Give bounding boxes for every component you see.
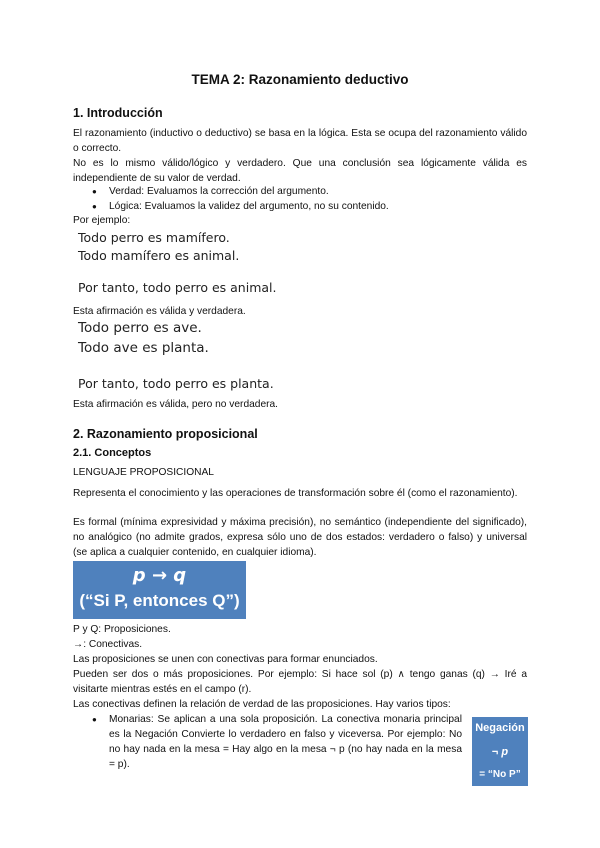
propositional-paragraph-3: Pueden ser dos o más proposiciones. Por ejemplo: Si hace sol (p) ∧ tengo ganas (q) → Iré a visitarte mientras estés en el campo (r). [73, 669, 527, 695]
conditional-formula-box [73, 561, 246, 619]
propositional-paragraph-2: Es formal (mínima expresividad y máxima precisión), no semántico (independiente del significado), no analógico (no admite grados, expresa sólo uno de dos estados: verdadero o falso) y universal (se aplica a cualquier contenido, en cualquier idioma). [73, 517, 527, 558]
page-title: TEMA 2: Razonamiento deductivo [191, 72, 409, 87]
concept-label: LENGUAJE PROPOSICIONAL [73, 467, 214, 478]
bullet-dot-icon: ● [92, 187, 97, 196]
example-1-line-1: Todo perro es mamífero. [78, 230, 230, 245]
example-2-line-3: Por tanto, todo perro es planta. [78, 376, 274, 391]
connectives-types-text: Las conectivas definen la relación de verdad de las proposiciones. Hay varios tipos: [73, 699, 451, 710]
example-2-comment: Esta afirmación es válida, pero no verdadera. [73, 399, 278, 410]
negation-box [472, 717, 528, 786]
formula-reading: (“Si P, entonces Q”) [79, 591, 240, 610]
intro-paragraph-1: El razonamiento (inductivo o deductivo) se basa en la lógica. Esta se ocupa del razonamiento válido o correcto. [73, 128, 527, 154]
negation-formula: ¬ p [491, 746, 509, 758]
subsection-heading: 2.1. Conceptos [73, 447, 152, 459]
example-1-comment: Esta afirmación es válida y verdadera. [73, 306, 246, 317]
section-heading-propositional: 2. Razonamiento proposicional [73, 427, 258, 441]
bullet-dot-icon: ● [92, 202, 97, 211]
example-1-line-2: Todo mamífero es animal. [78, 248, 240, 263]
negation-title: Negación [475, 722, 525, 734]
negation-reading: = “No P” [479, 769, 521, 780]
propositional-paragraph-1: Representa el conocimiento y las operaciones de transformación sobre él (como el razonamiento). [73, 488, 518, 499]
document-page: TEMA 2: Razonamiento deductivo 1. Introducción El razonamiento (inductivo o deductivo) se basa en la lógica. Esta se ocupa del razonamiento válido o correcto. No es lo mismo válido/lógico y verdadero. Que una conclusión sea lógicamente válida es independiente de su valor de verdad. ● Verdad: Evaluamos la corrección del argumento. ● Lógica: Evaluamos la validez del argumento, no su contenido. Por ejemplo: Todo perro es mamífero. Todo mamífero es animal. Por tanto, todo perro es animal. Esta afirmación es válida y verdadera. Todo perro es ave. Todo ave es planta. Por tanto, todo perro es planta. Esta afirmación es válida, pero no verdadera. 2. Razonamiento proposicional 2.1. Conceptos LENGUAJE PROPOSICIONAL Representa el conocimiento y las operaciones de transformación sobre él (como el razonamiento). Es formal (mínima expresividad y máxima precisión), no semántico (independiente del significado), no analógico (no admite grados, expresa sólo uno de dos estados: verdadero o falso) y universal (se aplica a cualquier contenido, en cualquier idioma). p → q (“Si P, entonces Q”) P y Q: Proposiciones. →: Conectivas. Las proposiciones se unen con conectivas para formar enunciados. Pueden ser dos o más proposiciones. Por ejemplo: Si hace sol (p) ∧ tengo ganas (q) → Iré a visitarte mientras estés en el campo (r). Las conectivas definen la relación de verdad de las proposiciones. Hay varios tipos: ● Monarias: Se aplican a una sola proposición. La conectiva monaria principal es la Negación Convierte lo verdadero en falso y viceversa. Por ejemplo: No no hay nada en la mesa = Hay algo en la mesa ¬ p (no hay nada en la mesa = p). Negación ¬ p = “No P” [0, 0, 600, 848]
statements-text: Las proposiciones se unen con conectivas para formar enunciados. [73, 654, 378, 665]
propositions-definition: P y Q: Proposiciones. [73, 624, 171, 635]
section-heading-intro: 1. Introducción [73, 106, 163, 120]
formula-line: p → q [132, 565, 187, 586]
example-intro: Por ejemplo: [73, 215, 131, 226]
connectives-definition: →: Conectivas. [73, 639, 143, 650]
example-1-line-3: Por tanto, todo perro es animal. [78, 280, 277, 295]
example-2-line-2: Todo ave es planta. [78, 340, 209, 356]
example-2-line-1: Todo perro es ave. [78, 320, 202, 336]
bullet-dot-icon: ● [92, 715, 97, 724]
intro-paragraph-2: No es lo mismo válido/lógico y verdadero. Que una conclusión sea lógicamente válida es independiente de su valor de verdad. [73, 158, 527, 184]
